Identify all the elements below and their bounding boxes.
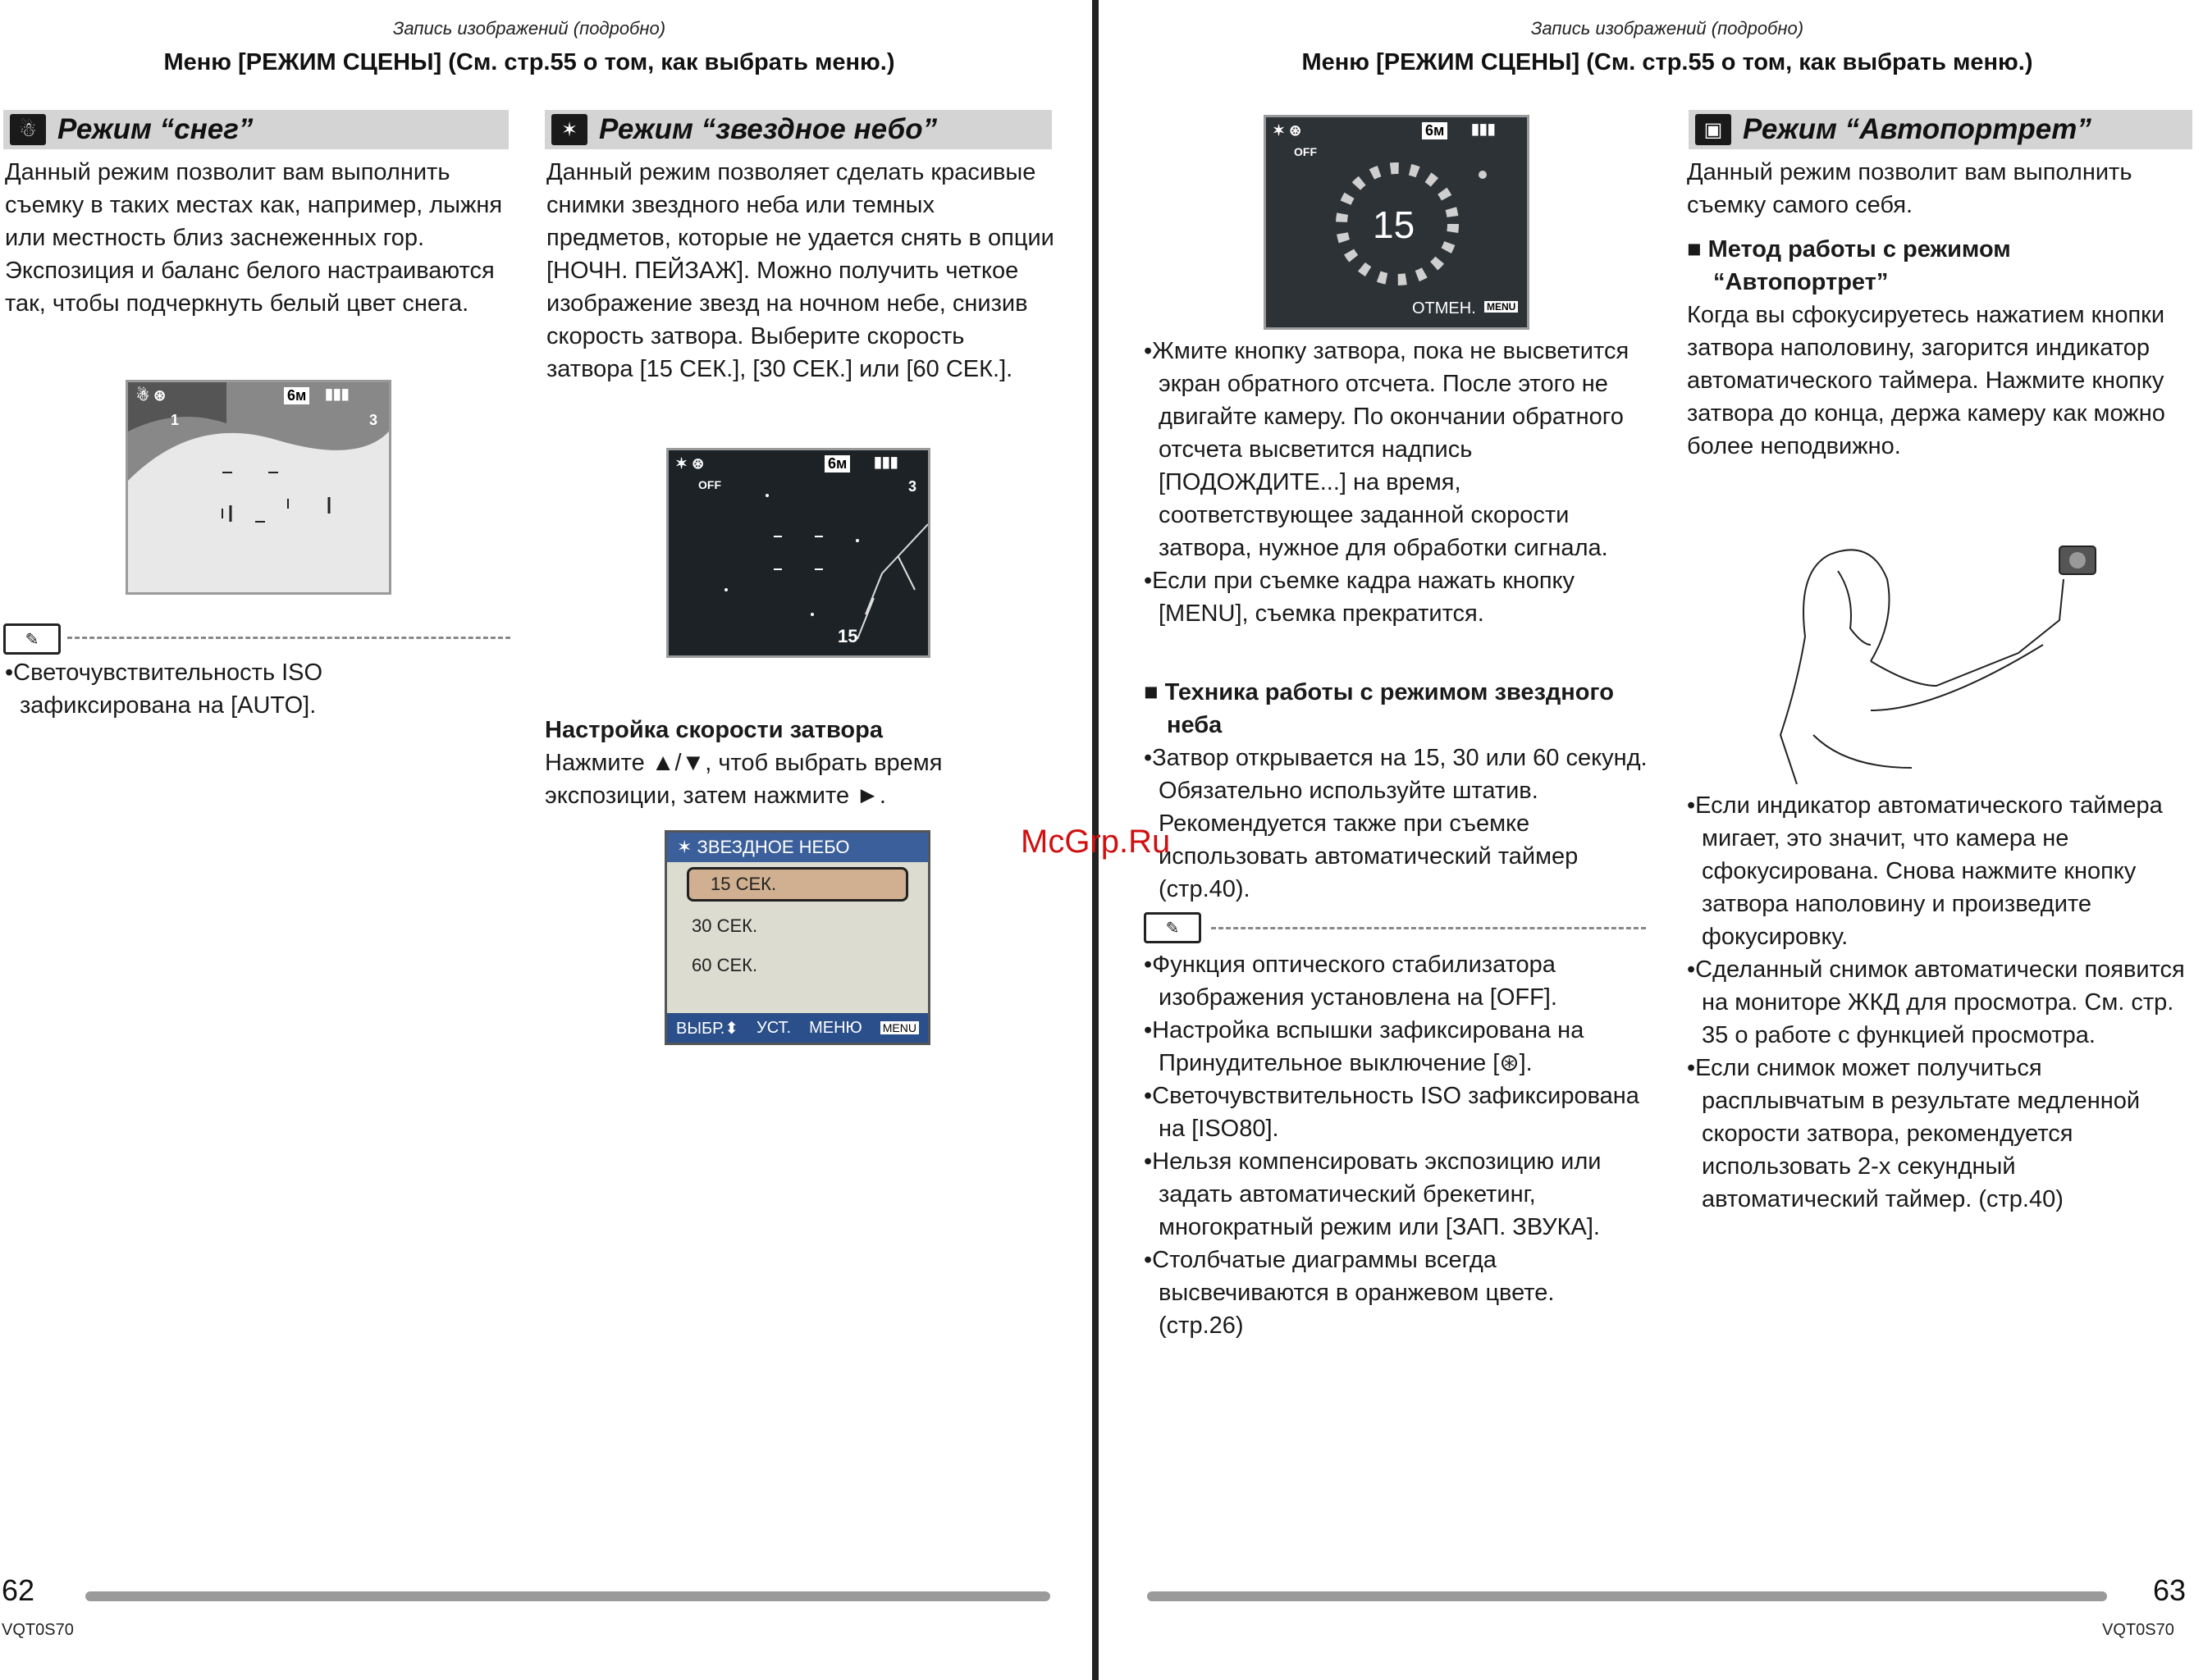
right-header-small: Запись изображений (подробно) (1530, 18, 1804, 39)
self-portrait-band (1689, 110, 2192, 149)
self-portrait-bullet-1: •Если индикатор автоматического таймера мигает, это значит, что камера не сфокусирована. Снова нажмите кнопку затвора наполовину и произведите фокусировку. (1687, 792, 2163, 950)
lcd-shot-count: 3 (369, 412, 378, 428)
notes-divider (67, 637, 510, 639)
starry-mode-lcd (666, 448, 930, 658)
method-title-line1: ■ Метод работы с режимом (1687, 236, 2011, 262)
right-header-title: Меню [РЕЖИМ СЦЕНЫ] (См. стр.55 о том, как выбрать меню.) (1301, 49, 2033, 75)
lcd-mode-glyph: ✶ ⊛ (1273, 122, 1302, 139)
self-portrait-bullet-2: •Сделанный снимок автоматически появится на мониторе ЖКД для просмотра. См. стр. 35 о работе с функцией просмотра. (1687, 956, 2185, 1048)
countdown-bullet-1: •Жмите кнопку затвора, пока не высветится экран обратного отсчета. После этого не двигайте камеру. По окончании обратного отсчета высветится надпись [ПОДОЖДИТЕ...] на время, соответствующее заданной скорости затвора, нужное для обработки сигнала. (1144, 338, 1630, 561)
notes-divider (1211, 927, 1646, 929)
snow-mode-description: Данный режим позволит вам выполнить съемку в таких местах как, например, лыжня или местность близ заснеженных гор. Экспозиция и баланс белого настраиваются так, чтобы подчеркнуть белый цвет снега. (5, 159, 503, 317)
starry-mode-title: Режим “звездное небо” (599, 113, 938, 145)
left-header-small: Запись изображений (подробно) (392, 18, 666, 39)
self-portrait-illustration (1748, 522, 2125, 784)
menu-footer (667, 1013, 928, 1043)
notes-icon: ✎ (3, 623, 61, 655)
lcd-stab-value: OFF (698, 478, 721, 491)
menu-footer-select: ВЫБР.⬍ (676, 1019, 739, 1038)
method-text: Когда вы сфокусируетесь нажатием кнопки затвора наполовину, загорится индикатор автоматического таймера. Нажмите кнопку затвора до конца, держа камеру как можно более неподвижно. (1687, 302, 2165, 459)
self-portrait-title: Режим “Автопортрет” (1743, 113, 2091, 145)
right-page-number: 63 (2153, 1573, 2187, 1607)
left-page-bar (85, 1591, 1050, 1601)
lcd-stab-value: 1 (171, 412, 180, 428)
self-portrait-bullet-3: •Если снимок может получиться расплывчатым в результате медленной скорости затвора, рекомендуется использовать 2-х секундный автоматический таймер. (стр.40) (1687, 1055, 2141, 1212)
starry-notes (1144, 948, 1646, 1342)
shutter-setting-text: Нажмите ▲/▼, чтоб выбрать время экспозиции, затем нажмите ►. (545, 750, 943, 809)
shutter-setting-title: Настройка скорости затвора (545, 717, 883, 743)
technique-text: •Затвор открывается на 15, 30 или 60 секунд. Обязательно используйте штатив. Рекомендуется также при съемке использовать автоматический таймер (стр.40). (1144, 745, 1648, 902)
battery-icon: ▮▮▮ (1471, 121, 1496, 137)
lcd-shutter-time: 15 (838, 626, 858, 646)
countdown-bullets (1144, 335, 1646, 630)
starry-sky-mode-icon: ✶ (551, 114, 587, 145)
starry-note-4: •Нельзя компенсировать экспозицию или задать автоматический брекетинг, многократный режим или [ЗАП. ЗВУКА]. (1144, 1148, 1602, 1240)
countdown-bullet-2: •Если при съемке кадра нажать кнопку [MENU], съемка прекратится. (1144, 568, 1575, 627)
battery-icon: ▮▮▮ (325, 386, 350, 402)
countdown-number: 15 (1373, 203, 1415, 246)
countdown-lcd (1264, 115, 1529, 330)
notes-icon: ✎ (1144, 912, 1201, 943)
menu-footer-menu: МЕНЮ (809, 1018, 862, 1037)
starry-mode-description: Данный режим позволяет сделать красивые снимки звездного неба или темных предметов, которые не удается снять в опции [НОЧН. ПЕЙЗАЖ]. Можно получить четкое изображение звезд на ночном небе, снизив скорость затвора. Выберите скорость затвора [15 СЕК.], [30 СЕК.] или [60 СЕК.]. (546, 159, 1054, 382)
lcd-resolution: 6м (1422, 122, 1447, 139)
snow-scene-illustration (128, 382, 389, 592)
snow-mode-title: Режим “снег” (57, 113, 254, 145)
menu-button-badge: MENU (880, 1021, 919, 1034)
starry-note-1: •Функция оптического стабилизатора изображения установлена на [OFF]. (1144, 952, 1557, 1011)
snow-note: •Светочувствительность ISO зафиксирована на [AUTO]. (5, 660, 323, 719)
lcd-mode-glyph: ✶ ⊛ (675, 455, 705, 472)
self-portrait-mode-icon: ▣ (1695, 114, 1731, 145)
self-portrait-description: Данный режим позволит вам выполнить съемку самого себя. (1687, 159, 2132, 218)
starry-note-3: •Светочувствительность ISO зафиксирована на [ISO80]. (1144, 1083, 1639, 1142)
menu-option-30s[interactable]: 30 СЕК. (692, 915, 758, 936)
technique-title: ■ Техника работы с режимом звездного неба (1144, 679, 1614, 738)
menu-title: ✶ ЗВЕЗДНОЕ НЕБО (667, 833, 928, 862)
lcd-mode-glyph: ☃ ⊛ (136, 387, 167, 404)
lcd-resolution: 6м (825, 455, 850, 472)
starry-note-5: •Столбчатые диаграммы всегда высвечиваются в оранжевом цвете. (стр.26) (1144, 1247, 1555, 1339)
cancel-label: ОТМЕН. (1412, 299, 1476, 317)
method-title-line2: “Автопортрет” (1713, 269, 1889, 295)
snow-mode-icon: ☃ (10, 114, 46, 145)
lcd-resolution: 6м (284, 387, 309, 404)
menu-option-15s[interactable]: 15 СЕК. (687, 867, 908, 902)
watermark: McGrp.Ru (1021, 824, 1171, 860)
left-page-code: VQT0S70 (2, 1621, 74, 1639)
left-page-number: 62 (2, 1573, 35, 1607)
starry-sky-menu-screen (665, 830, 930, 1045)
menu-option-60s[interactable]: 60 СЕК. (692, 955, 758, 975)
lcd-stab-value: OFF (1294, 145, 1317, 158)
starry-menu-icon: ✶ (677, 837, 697, 857)
menu-footer-set: УСТ. (756, 1018, 792, 1037)
starry-mode-band (545, 110, 1052, 149)
right-page-bar (1147, 1591, 2107, 1601)
left-header-title: Меню [РЕЖИМ СЦЕНЫ] (См. стр.55 о том, как выбрать меню.) (163, 49, 895, 75)
lcd-shot-count: 3 (908, 478, 917, 495)
self-portrait-bullets (1687, 789, 2191, 1216)
snow-mode-lcd (126, 380, 391, 595)
right-page-code: VQT0S70 (2102, 1621, 2174, 1639)
cancel-menu-button: MENU (1484, 301, 1518, 313)
battery-icon: ▮▮▮ (874, 454, 898, 470)
starry-note-2: •Настройка вспышки зафиксирована на Принудительное выключение [⊛]. (1144, 1017, 1584, 1076)
snow-mode-band (3, 110, 509, 149)
